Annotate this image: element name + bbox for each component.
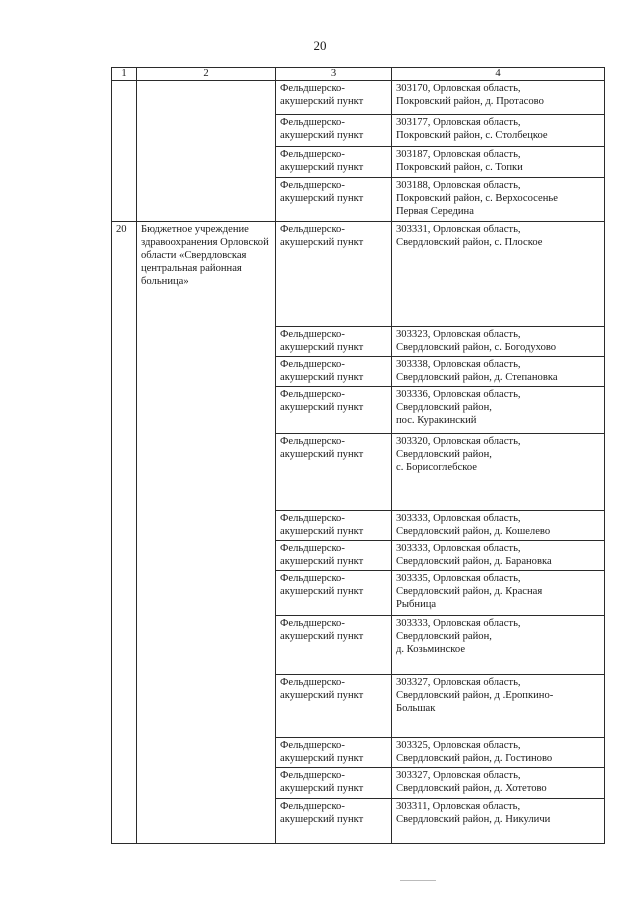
facility-type-cell: Фельдшерско- акушерский пункт [276,357,392,387]
facility-type-cell: Фельдшерско- акушерский пункт [276,616,392,675]
facility-type-cell: Фельдшерско- акушерский пункт [276,178,392,222]
facility-type-cell: Фельдшерско- акушерский пункт [276,387,392,434]
facility-type-cell: Фельдшерско- акушерский пункт [276,571,392,616]
facility-address-cell: 303323, Орловская область, Свердловский район, с. Богодухово [392,327,605,357]
facility-type-cell: Фельдшерско- акушерский пункт [276,738,392,768]
organization-cell [137,81,276,222]
header-cell: 2 [137,68,276,81]
facility-type-cell: Фельдшерско- акушерский пункт [276,799,392,844]
facility-type-cell: Фельдшерско- акушерский пункт [276,768,392,799]
facility-address-cell: 303335, Орловская область, Свердловский район, д. Красная Рыбница [392,571,605,616]
facility-address-cell: 303187, Орловская область, Покровский район, с. Топки [392,147,605,178]
facility-type-cell: Фельдшерско- акушерский пункт [276,222,392,327]
facility-address-cell: 303327, Орловская область, Свердловский район, д .Еропкино- Большак [392,675,605,738]
facility-type-cell: Фельдшерско- акушерский пункт [276,327,392,357]
facility-address-cell: 303336, Орловская область, Свердловский район, пос. Куракинский [392,387,605,434]
facility-type-cell: Фельдшерско- акушерский пункт [276,541,392,571]
facility-address-cell: 303333, Орловская область, Свердловский район, д. Кошелево [392,511,605,541]
facility-address-cell: 303320, Орловская область, Свердловский район, с. Борисоглебское [392,434,605,511]
facility-type-cell: Фельдшерско- акушерский пункт [276,115,392,147]
facility-type-cell: Фельдшерско- акушерский пункт [276,147,392,178]
facility-address-cell: 303170, Орловская область, Покровский район, д. Протасово [392,81,605,115]
facility-type-cell: Фельдшерско- акушерский пункт [276,81,392,115]
facility-address-cell: 303177, Орловская область, Покровский район, с. Столбецкое [392,115,605,147]
organization-cell: Бюджетное учреждение здравоохранения Орловской области «Свердловская центральная районная больница» [137,222,276,844]
facility-address-cell: 303188, Орловская область, Покровский район, с. Верхососенье Первая Середина [392,178,605,222]
row-number-cell [112,81,137,222]
facility-address-cell: 303333, Орловская область, Свердловский район, д. Козьминское [392,616,605,675]
facility-address-cell: 303331, Орловская область, Свердловский район, с. Плоское [392,222,605,327]
facility-address-cell: 303325, Орловская область, Свердловский район, д. Гостиново [392,738,605,768]
row-number-cell: 20 [112,222,137,844]
page-number: 20 [313,38,327,53]
header-row [112,68,605,81]
scan-mark [400,880,436,881]
header-cell: 3 [276,68,392,81]
facility-type-cell: Фельдшерско- акушерский пункт [276,675,392,738]
header-cell: 4 [392,68,605,81]
facility-address-cell: 303333, Орловская область, Свердловский район, д. Барановка [392,541,605,571]
header-cell: 1 [112,68,137,81]
facility-type-cell: Фельдшерско- акушерский пункт [276,434,392,511]
facility-type-cell: Фельдшерско- акушерский пункт [276,511,392,541]
facilities-table [111,67,605,844]
facility-address-cell: 303338, Орловская область, Свердловский район, д. Степановка [392,357,605,387]
table-row [112,81,605,115]
facility-address-cell: 303311, Орловская область, Свердловский район, д. Никуличи [392,799,605,844]
facility-address-cell: 303327, Орловская область, Свердловский район, д. Хотетово [392,768,605,799]
table-row [112,222,605,327]
